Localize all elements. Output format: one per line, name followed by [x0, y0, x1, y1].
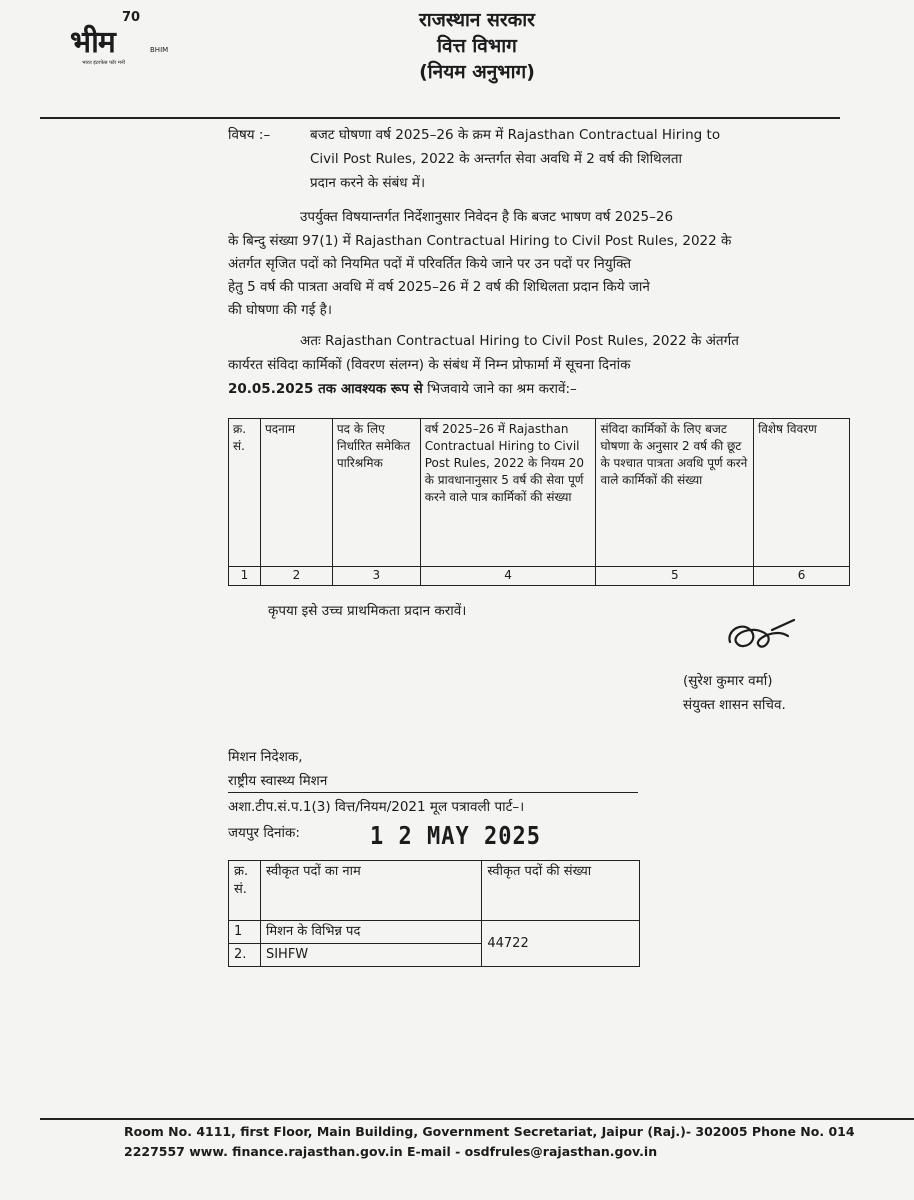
footer-rule [40, 1118, 914, 1120]
proforma-header-designation: पदनाम [260, 419, 332, 567]
addressee-title: मिशन निदेशक, [228, 749, 303, 765]
subject-line-1: बजट घोषणा वर्ष 2025–26 के क्रम में Rajasthan Contractual Hiring to [310, 127, 721, 143]
subject-label: विषय :– [228, 127, 271, 143]
proforma-col-number: 6 [754, 567, 850, 586]
para1-line-4: हेतु 5 वर्ष की पात्रता अवधि में वर्ष 2025–26 में 2 वर्ष की शिथिलता प्रदान किये जाने [228, 279, 650, 295]
logo-tagline: भारत इंटरफेस फॉर मनी [82, 60, 125, 66]
deadline-text: 20.05.2025 तक आवश्यक रूप से [228, 381, 423, 397]
posts-header-count: स्वीकृत पदों की संख्या [482, 861, 640, 921]
posts-row-name: SIHFW [260, 944, 481, 967]
header-government: राजस्थान सरकार [419, 9, 535, 31]
para1-line-3: अंतर्गत सृजित पदों को नियमित पदों में परिवर्तित किये जाने पर उन पदों पर नियुक्ति [228, 256, 632, 272]
proforma-col-number: 5 [596, 567, 754, 586]
signatory-designation: संयुक्त शासन सचिव. [683, 697, 786, 713]
posts-table [228, 860, 640, 967]
footer-contact: 2227557 www. finance.rajasthan.gov.in E-mail - osdfrules@rajasthan.gov.in [124, 1144, 658, 1159]
posts-header-name: स्वीकृत पदों का नाम [260, 861, 481, 921]
posts-row-name: मिशन के विभिन्न पद [260, 921, 481, 944]
proforma-number-row [229, 567, 850, 586]
proforma-table [228, 418, 850, 586]
header-section: (नियम अनुभाग) [419, 61, 535, 83]
addressee-org: राष्ट्रीय स्वास्थ्य मिशन [228, 773, 328, 789]
header-rule [40, 117, 840, 119]
signature-image [722, 612, 802, 662]
proforma-col-number: 1 [229, 567, 261, 586]
para2-line-3 [228, 378, 577, 400]
date-stamp: 1 2 MAY 2025 [370, 822, 541, 851]
para1-line-1: उपर्युक्त विषयान्तर्गत निर्देशानुसार निवेदन है कि बजट भाषण वर्ष 2025–26 [300, 209, 674, 225]
logo-badge: 70 [122, 10, 141, 25]
proforma-header-sn: क्र. सं. [229, 419, 261, 567]
table-row [229, 921, 640, 944]
para2-line-1: अतः Rajasthan Contractual Hiring to Civil Post Rules, 2022 के अंतर्गत [300, 333, 739, 349]
subject-line-2: Civil Post Rules, 2022 के अन्तर्गत सेवा अवधि में 2 वर्ष की शिथिलता [310, 151, 683, 167]
posts-total-count: 44722 [482, 921, 640, 967]
proforma-header-remarks: विशेष विवरण [754, 419, 850, 567]
footer-address: Room No. 4111, first Floor, Main Building, Government Secretariat, Jaipur (Raj.)- 302005 Phone No. 014 [124, 1124, 855, 1139]
proforma-header-relaxation-count: संविदा कार्मिकों के लिए बजट घोषणा के अनुसार 2 वर्ष की छूट के पश्चात पात्रता अवधि पूर्ण करने वाले कार्मिकों की संख्या [596, 419, 754, 567]
posts-header-sn: क्र. सं. [229, 861, 261, 921]
proforma-col-number: 3 [332, 567, 420, 586]
file-reference: अशा.टीप.सं.प.1(3) वित्त/नियम/2021 मूल पत्रावली पार्ट–। [228, 799, 525, 815]
para1-line-2: के बिन्दु संख्या 97(1) में Rajasthan Contractual Hiring to Civil Post Rules, 2022 के [228, 233, 732, 249]
subject-line-3: प्रदान करने के संबंध में। [310, 175, 426, 191]
para1-line-5: की घोषणा की गई है। [228, 302, 332, 318]
signatory-name: (सुरेश कुमार वर्मा) [683, 673, 773, 689]
proforma-header-eligible-count: वर्ष 2025–26 में Rajasthan Contractual Hiring to Civil Post Rules, 2022 के नियम 20 के प्रावधानानुसार 5 वर्ष की सेवा पूर्ण करने वाले पात्र कार्मिकों की संख्या [420, 419, 596, 567]
proforma-col-number: 2 [260, 567, 332, 586]
para2-line-3-rest: भिजवाये जाने का श्रम करावें:– [422, 381, 577, 397]
logo-subtext: BHIM [150, 46, 169, 54]
posts-row-sn: 2. [229, 944, 261, 967]
proforma-header-row [229, 419, 850, 567]
header-department: वित्त विभाग [437, 35, 517, 57]
addressee-underline [228, 792, 638, 793]
posts-header-row [229, 861, 640, 921]
posts-row-sn: 1 [229, 921, 261, 944]
date-label: जयपुर दिनांक: [228, 825, 300, 841]
proforma-header-remuneration: पद के लिए निर्धारित समेकित पारिश्रमिक [332, 419, 420, 567]
proforma-col-number: 4 [420, 567, 596, 586]
logo-text: भीम [70, 25, 115, 60]
closing-request: कृपया इसे उच्च प्राथमिकता प्रदान करावें। [268, 603, 467, 619]
para2-line-2: कार्यरत संविदा कार्मिकों (विवरण संलग्न) के संबंध में निम्न प्रोफार्मा में सूचना दिनांक [228, 357, 631, 373]
